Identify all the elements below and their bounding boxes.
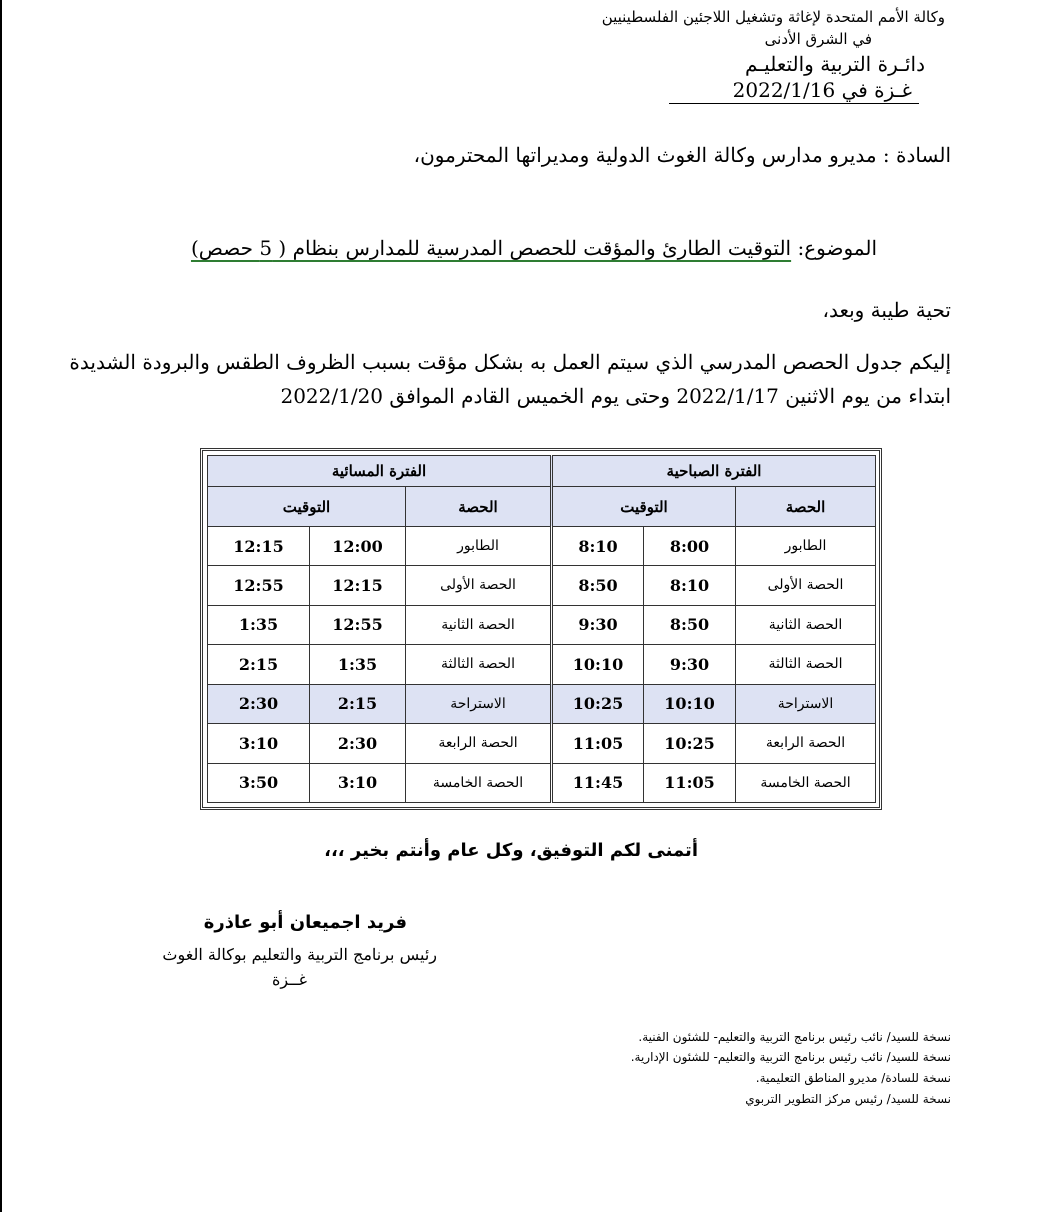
schedule-row [208, 684, 876, 723]
evening-period-name: الحصة الخامسة [406, 763, 552, 802]
morning-end-time: 10:10 [552, 645, 644, 684]
morning-period-name: الحصة الخامسة [736, 763, 876, 802]
closing-wish: أتمنى لكم التوفيق، وكل عام وأنتم بخير ،،، [324, 840, 698, 861]
evening-col-period: الحصة [406, 487, 552, 526]
morning-end-time: 8:10 [552, 526, 644, 565]
morning-end-time: 8:50 [552, 566, 644, 605]
morning-period-header: الفترة الصباحية [552, 456, 876, 487]
morning-start-time: 10:10 [644, 684, 736, 723]
morning-end-time: 9:30 [552, 605, 644, 644]
greeting: تحية طيبة وبعد، [822, 298, 951, 322]
evening-period-name: الحصة الأولى [406, 566, 552, 605]
morning-period-name: الطابور [736, 526, 876, 565]
subject-text: التوقيت الطارئ والمؤقت للحصص المدرسية للمدارس بنظام ( 5 حصص) [190, 236, 792, 260]
schedule-row [208, 763, 876, 802]
org-name-line1: وكالة الأمم المتحدة لإغاثة وتشغيل اللاجئين الفلسطينيين [601, 8, 945, 26]
signatory-city: غــزة [272, 970, 307, 989]
copy-recipient: نسخة للسيد/ نائب رئيس برنامج التربية والتعليم- للشئون الإدارية. [630, 1050, 951, 1064]
morning-col-time: التوقيت [552, 487, 736, 526]
body-line-2: ابتداء من يوم الاثنين 2022/1/17 وحتى يوم الخميس القادم الموافق 2022/1/20 [280, 384, 951, 408]
evening-start-time: 1:35 [310, 645, 406, 684]
evening-end-time: 12:55 [208, 566, 310, 605]
morning-start-time: 10:25 [644, 724, 736, 763]
schedule-table-frame [200, 448, 882, 810]
copy-recipient: نسخة للسادة/ مديرو المناطق التعليمية. [755, 1071, 951, 1085]
morning-period-name: الحصة الثانية [736, 605, 876, 644]
morning-start-time: 11:05 [644, 763, 736, 802]
morning-period-name: الاستراحة [736, 684, 876, 723]
evening-period-header: الفترة المسائية [208, 456, 552, 487]
org-name-line2: في الشرق الأدنى [764, 30, 872, 48]
evening-period-name: الطابور [406, 526, 552, 565]
evening-end-time: 1:35 [208, 605, 310, 644]
schedule-row [208, 526, 876, 565]
evening-end-time: 3:50 [208, 763, 310, 802]
signatory-title: رئيس برنامج التربية والتعليم بوكالة الغوث [162, 945, 437, 964]
copy-recipient: نسخة للسيد/ رئيس مركز التطوير التربوي [745, 1092, 951, 1106]
place-date: غـزة في 2022/1/16 [732, 78, 912, 102]
evening-start-time: 2:30 [310, 724, 406, 763]
evening-start-time: 2:15 [310, 684, 406, 723]
copy-recipient: نسخة للسيد/ نائب رئيس برنامج التربية والتعليم- للشئون الفنية. [638, 1030, 951, 1044]
morning-end-time: 11:05 [552, 724, 644, 763]
schedule-row [208, 605, 876, 644]
subject-label: الموضوع: [791, 236, 877, 260]
evening-end-time: 2:15 [208, 645, 310, 684]
evening-period-name: الحصة الثانية [406, 605, 552, 644]
evening-col-time: التوقيت [208, 487, 406, 526]
morning-period-name: الحصة الأولى [736, 566, 876, 605]
evening-start-time: 12:15 [310, 566, 406, 605]
evening-period-name: الحصة الرابعة [406, 724, 552, 763]
evening-start-time: 12:00 [310, 526, 406, 565]
morning-col-period: الحصة [736, 487, 876, 526]
date-underline [669, 103, 919, 104]
evening-period-name: الحصة الثالثة [406, 645, 552, 684]
morning-start-time: 8:10 [644, 566, 736, 605]
morning-end-time: 11:45 [552, 763, 644, 802]
evening-start-time: 12:55 [310, 605, 406, 644]
morning-period-name: الحصة الثالثة [736, 645, 876, 684]
schedule-rows [208, 526, 876, 802]
schedule-row [208, 724, 876, 763]
evening-end-time: 2:30 [208, 684, 310, 723]
signatory-name: فريد اجميعان أبو عاذرة [203, 912, 407, 933]
department-name: دائـرة التربية والتعليـم [745, 52, 925, 76]
evening-period-name: الاستراحة [406, 684, 552, 723]
morning-start-time: 8:50 [644, 605, 736, 644]
evening-start-time: 3:10 [310, 763, 406, 802]
evening-end-time: 12:15 [208, 526, 310, 565]
morning-start-time: 8:00 [644, 526, 736, 565]
body-line-1: إليكم جدول الحصص المدرسي الذي سيتم العمل به بشكل مؤقت بسبب الظروف الطقس والبرودة الشديدة [69, 350, 951, 374]
subject-line [191, 236, 877, 260]
schedule-row [208, 566, 876, 605]
evening-end-time: 3:10 [208, 724, 310, 763]
morning-end-time: 10:25 [552, 684, 644, 723]
morning-start-time: 9:30 [644, 645, 736, 684]
schedule-table [207, 455, 876, 803]
schedule-row [208, 645, 876, 684]
morning-period-name: الحصة الرابعة [736, 724, 876, 763]
addressee: السادة : مديرو مدارس وكالة الغوث الدولية ومديراتها المحترمون، [413, 143, 951, 167]
